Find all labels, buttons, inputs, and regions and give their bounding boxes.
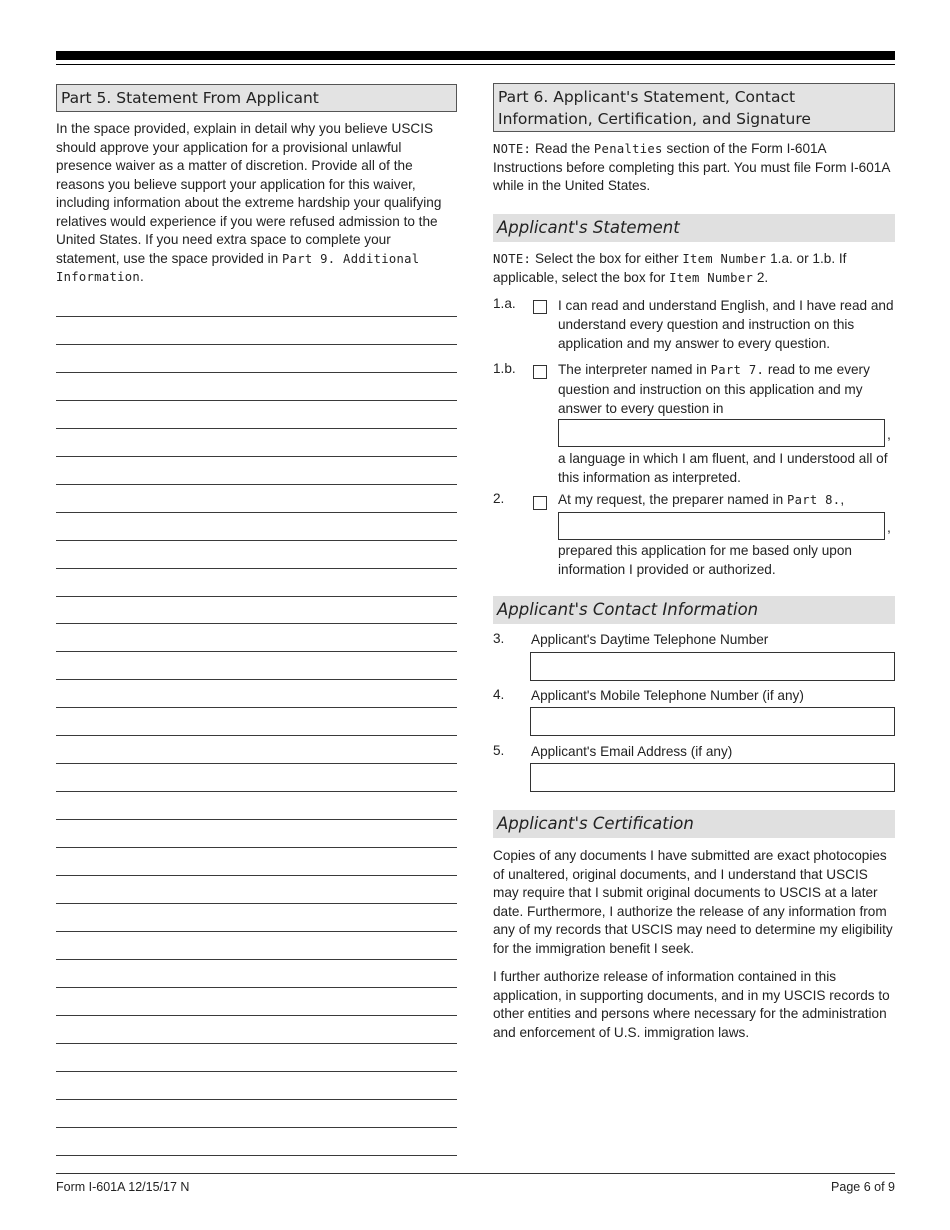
daytime-phone-field[interactable] [530, 652, 895, 681]
writing-line [56, 540, 457, 541]
item-3-number: 3. [493, 631, 505, 646]
applicant-statement-heading-text: Applicant's Statement [497, 218, 680, 237]
part6-header [493, 83, 895, 132]
writing-line [56, 791, 457, 792]
item-1a-text: I can read and understand English, and I have read and understand every question and instruction on this application and my answer to every question. [558, 298, 894, 351]
writing-line [56, 1043, 457, 1044]
writing-line [56, 568, 457, 569]
email-field[interactable] [530, 763, 895, 792]
part7-reference: Part 7. [710, 363, 765, 377]
item-1a-number: 1.a. [493, 296, 516, 311]
part6-section [493, 83, 895, 196]
top-rule-thin [56, 64, 895, 65]
writing-line [56, 875, 457, 876]
item-number-ref-2: Item Number [669, 270, 754, 285]
contact-info-heading-text: Applicant's Contact Information [497, 600, 759, 619]
applicant-statement-heading [493, 214, 895, 242]
writing-line [56, 456, 457, 457]
part5-section [56, 84, 457, 287]
form-identifier: Form I-601A 12/15/17 N [56, 1180, 190, 1194]
writing-line [56, 428, 457, 429]
item-2-text-post: , [840, 492, 845, 507]
writing-line [56, 651, 457, 652]
certification-paragraph-2: I further authorize release of information contained in this application, in supporting documents, and in my USCIS records to other entities and persons where necessary for the administration and enforcement of U.S. immigration laws. [493, 969, 890, 1040]
writing-line [56, 763, 457, 764]
writing-line [56, 679, 457, 680]
item-1b-text [558, 360, 895, 418]
writing-line [56, 316, 457, 317]
item-2-after-text: prepared this application for me based only upon information I provided or authorized. [558, 543, 852, 577]
preparer-name-field[interactable] [558, 512, 885, 540]
mobile-phone-label: Applicant's Mobile Telephone Number (if any) [531, 688, 804, 703]
item-1b-number: 1.b. [493, 361, 516, 376]
writing-line [56, 735, 457, 736]
writing-line [56, 903, 457, 904]
statement-note [493, 250, 895, 287]
interpreter-language-field[interactable] [558, 419, 885, 447]
part6-note-text-end: section of the Form I-601A Instructions before completing this part. You must file Form I-601A while in the United States. [493, 141, 890, 193]
penalties-reference: Penalties [593, 142, 663, 156]
writing-line [56, 1015, 457, 1016]
writing-line [56, 1127, 457, 1128]
item-1b-checkbox[interactable] [533, 365, 547, 379]
item-1b-text-post: read to me every question and instruction on this application and my answer to every question in [558, 362, 870, 416]
writing-line [56, 484, 457, 485]
writing-line [56, 1155, 457, 1156]
statement-note-text-c: 2. [753, 269, 769, 285]
part6-header-line2: Information, Certification, and Signature [498, 110, 811, 128]
mobile-phone-field[interactable] [530, 707, 895, 736]
item-1b-text-pre: The interpreter named in [558, 362, 711, 377]
email-label: Applicant's Email Address (if any) [531, 744, 733, 759]
writing-line [56, 596, 457, 597]
part5-header-text: Part 5. Statement From Applicant [61, 89, 319, 107]
writing-line [56, 400, 457, 401]
writing-line [56, 512, 457, 513]
writing-line [56, 372, 457, 373]
writing-line [56, 1071, 457, 1072]
writing-line [56, 959, 457, 960]
page-number: Page 6 of 9 [831, 1180, 895, 1194]
item-2-checkbox[interactable] [533, 496, 547, 510]
writing-line [56, 847, 457, 848]
statement-note-text-a: Select the box for either [531, 251, 683, 266]
item-1a-checkbox[interactable] [533, 300, 547, 314]
item-1b-after-text: a language in which I am fluent, and I understood all of this information as interpreted. [558, 451, 888, 485]
statement-note-text-b: 1.a. or 1.b. If applicable, select the box for [493, 251, 847, 285]
part5-instructions-text: In the space provided, explain in detail why you believe USCIS should approve your application for a provisional unlawful presence waiver as a matter of discretion. Provide all of the reasons you believe support your application for this waiver, including information about the extreme hardship your qualifying relatives would experience if you were refused admission to the United States. If you need extra space to complete your statement, use the space provided in [56, 121, 442, 266]
writing-line [56, 623, 457, 624]
writing-line [56, 987, 457, 988]
writing-line [56, 344, 457, 345]
item-1b-comma: , [887, 426, 891, 442]
item-4-number: 4. [493, 687, 505, 702]
footer-rule [56, 1173, 895, 1174]
item-2-number: 2. [493, 491, 505, 506]
part5-instructions-end: . [140, 269, 144, 284]
part8-reference: Part 8. [786, 493, 841, 507]
item-2-comma: , [887, 519, 891, 535]
writing-line [56, 931, 457, 932]
item-5-number: 5. [493, 743, 505, 758]
contact-info-heading [493, 596, 895, 624]
certification-heading [493, 810, 895, 838]
writing-line [56, 1099, 457, 1100]
certification-heading-text: Applicant's Certification [497, 814, 694, 833]
part9-reference: Part 9. Additional Information [56, 251, 420, 284]
item-number-ref-1: Item Number [682, 252, 767, 266]
note-label: NOTE: [493, 142, 532, 156]
certification-paragraph-1: Copies of any documents I have submitted are exact photocopies of unaltered, original documents, and I understand that USCIS may require that I submit original documents to USCIS at a later date. Furthermore, I authorize the release of any information from any of my records that USCIS may need to determine my eligibility for the immigration benefit I seek. [493, 848, 893, 956]
writing-line [56, 707, 457, 708]
writing-line [56, 819, 457, 820]
part6-note [493, 140, 895, 196]
part5-header [56, 84, 457, 112]
item-2-text-pre: At my request, the preparer named in [558, 492, 787, 507]
daytime-phone-label: Applicant's Daytime Telephone Number [531, 632, 769, 647]
statement-note-label: NOTE: [493, 252, 532, 266]
part6-header-line1: Part 6. Applicant's Statement, Contact [498, 88, 796, 106]
top-rule-thick [56, 51, 895, 60]
item-2-text [558, 490, 895, 510]
part5-instructions [56, 120, 457, 287]
part6-note-text: Read the [531, 141, 594, 156]
